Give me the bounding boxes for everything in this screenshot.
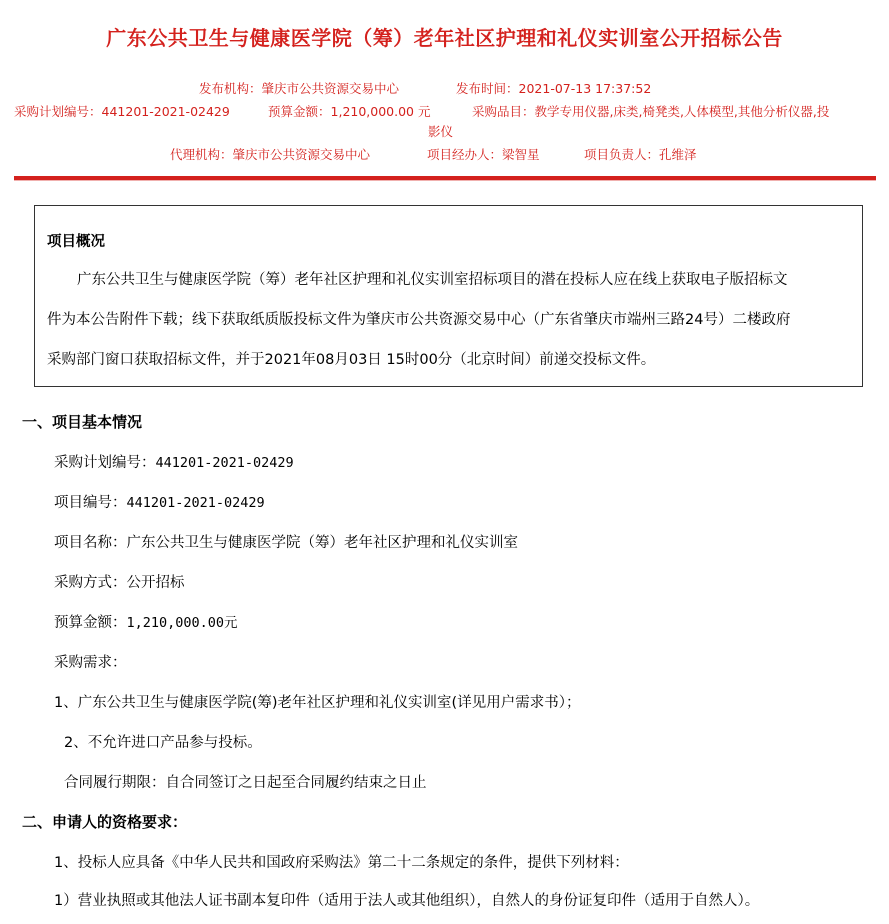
header-divider <box>14 176 876 181</box>
overview-box <box>34 205 863 387</box>
plan-no-label: 采购计划编号： <box>14 104 102 119</box>
page-title: 广东公共卫生与健康医学院（筹）老年社区护理和礼仪实训室公开招标公告 <box>106 26 783 50</box>
agency-value: 肇庆市公共资源交易中心 <box>232 147 371 162</box>
project-name-row <box>54 531 518 552</box>
section-1-heading: 一、项目基本情况 <box>22 413 143 431</box>
overview-line-2: 件为本公告附件下载；线下获取纸质版投标文件为肇庆市公共资源交易中心（广东省肇庆市端州三路24号）二楼政府 <box>47 312 791 328</box>
manager-value: 梁智星 <box>502 147 540 162</box>
items-meta <box>472 102 829 120</box>
publisher-value: 肇庆市公共资源交易中心 <box>261 81 400 96</box>
method-row <box>54 571 185 592</box>
plan-no-row <box>54 451 294 472</box>
leader-value: 孔维泽 <box>659 147 697 162</box>
budget-row-value: 1,210,000.00元 <box>126 615 238 631</box>
publish-time-meta <box>456 79 651 97</box>
method-label: 采购方式： <box>54 575 127 591</box>
agency-label: 代理机构： <box>170 147 233 162</box>
budget-value: 1,210,000.00 元 <box>330 104 431 119</box>
demand-item-1: 1、广东公共卫生与健康医学院(筹)老年社区护理和礼仪实训室(详见用户需求书）； <box>54 695 581 711</box>
project-name-label: 项目名称： <box>54 535 127 551</box>
project-no-label: 项目编号： <box>54 495 127 511</box>
agency-meta <box>170 145 370 163</box>
plan-no-row-value: 441201-2021-02429 <box>155 455 294 471</box>
project-no-row <box>54 491 265 512</box>
demand-label: 采购需求： <box>54 655 127 671</box>
publish-time-value: 2021-07-13 17:37:52 <box>518 81 652 96</box>
requirement-1-1: 1）营业执照或其他法人证书副本复印件（适用于法人或其他组织），自然人的身份证复印件（适用于自然人）。 <box>54 893 760 909</box>
contract-term-row: 合同履行期限：自合同签订之日起至合同履约结束之日止 <box>64 775 427 791</box>
items-meta-cont: 影仪 <box>428 124 454 139</box>
budget-row <box>54 611 238 632</box>
items-label: 采购品目： <box>472 104 535 119</box>
budget-label: 预算金额： <box>268 104 331 119</box>
publisher-meta <box>199 79 399 97</box>
overview-line-1: 广东公共卫生与健康医学院（筹）老年社区护理和礼仪实训室招标项目的潜在投标人应在线上获取电子版招标文 <box>77 272 788 288</box>
items-value: 教学专用仪器,床类,椅凳类,人体模型,其他分析仪器,投 <box>534 104 830 119</box>
publish-time-label: 发布时间： <box>456 81 519 96</box>
requirement-1: 1、投标人应具备《中华人民共和国政府采购法》第二十二条规定的条件，提供下列材料： <box>54 855 629 871</box>
manager-meta <box>427 145 540 163</box>
project-name-value: 广东公共卫生与健康医学院（筹）老年社区护理和礼仪实训室 <box>126 535 518 551</box>
method-value: 公开招标 <box>126 575 185 591</box>
publisher-label: 发布机构： <box>199 81 262 96</box>
budget-row-label: 预算金额： <box>54 615 127 631</box>
project-no-value: 441201-2021-02429 <box>126 495 265 511</box>
demand-item-2: 2、不允许进口产品参与投标。 <box>64 735 262 751</box>
leader-label: 项目负责人： <box>584 147 660 162</box>
plan-no-meta <box>14 102 230 120</box>
overview-heading: 项目概况 <box>47 234 105 250</box>
leader-meta <box>584 145 697 163</box>
overview-line-3: 采购部门窗口获取招标文件，并于2021年08月03日 15时00分（北京时间）前递交投标文件。 <box>47 352 656 368</box>
manager-label: 项目经办人： <box>427 147 503 162</box>
plan-no-row-label: 采购计划编号： <box>54 455 156 471</box>
section-2-heading: 二、申请人的资格要求： <box>22 813 188 831</box>
plan-no-value: 441201-2021-02429 <box>101 104 230 119</box>
budget-meta <box>268 102 431 120</box>
